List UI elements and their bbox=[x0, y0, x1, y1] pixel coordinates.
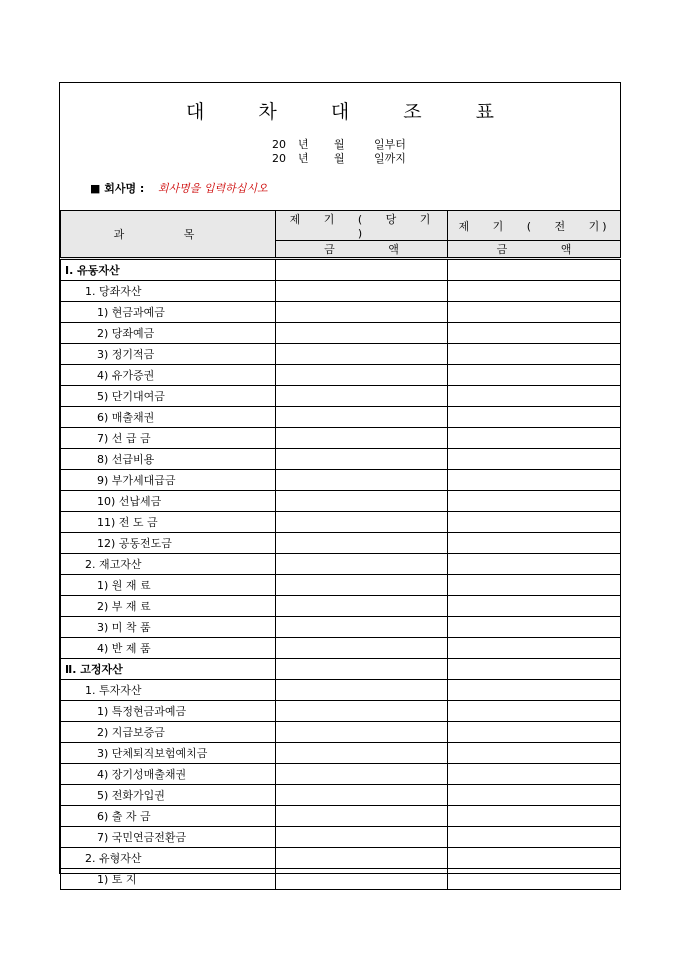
table-row bbox=[61, 428, 621, 449]
previous-amount-cell[interactable] bbox=[448, 701, 621, 722]
table-row bbox=[61, 470, 621, 491]
current-amount-cell[interactable] bbox=[276, 617, 448, 638]
previous-amount-cell[interactable] bbox=[448, 323, 621, 344]
previous-amount-cell[interactable] bbox=[448, 722, 621, 743]
table-row bbox=[61, 722, 621, 743]
table-row bbox=[61, 407, 621, 428]
current-amount-cell[interactable] bbox=[276, 638, 448, 659]
account-label: 12) 공동전도금 bbox=[61, 533, 276, 554]
table-row bbox=[61, 386, 621, 407]
previous-amount-cell[interactable] bbox=[448, 386, 621, 407]
previous-amount-cell[interactable] bbox=[448, 512, 621, 533]
period-from: 20 년 월 일부터 bbox=[272, 138, 406, 151]
table-row bbox=[61, 323, 621, 344]
table-row bbox=[61, 827, 621, 848]
previous-amount-cell[interactable] bbox=[448, 785, 621, 806]
current-amount-cell[interactable] bbox=[276, 259, 448, 281]
previous-amount-cell[interactable] bbox=[448, 449, 621, 470]
table-row bbox=[61, 554, 621, 575]
table-row bbox=[61, 743, 621, 764]
account-label: 4) 반 제 품 bbox=[61, 638, 276, 659]
previous-amount-cell[interactable] bbox=[448, 470, 621, 491]
account-label: 6) 매출채권 bbox=[61, 407, 276, 428]
previous-amount-cell[interactable] bbox=[448, 638, 621, 659]
account-label: 1) 현금과예금 bbox=[61, 302, 276, 323]
previous-amount-cell[interactable] bbox=[448, 281, 621, 302]
table-row bbox=[61, 764, 621, 785]
account-label: 11) 전 도 금 bbox=[61, 512, 276, 533]
account-label: 1. 투자자산 bbox=[61, 680, 276, 701]
account-label: 3) 정기적금 bbox=[61, 344, 276, 365]
account-label: 2. 유형자산 bbox=[61, 848, 276, 869]
account-label: 2. 재고자산 bbox=[61, 554, 276, 575]
table-row bbox=[61, 281, 621, 302]
account-label: 8) 선급비용 bbox=[61, 449, 276, 470]
column-header-previous-amount: 금 액 bbox=[448, 241, 621, 259]
sheet-header bbox=[60, 83, 620, 210]
current-amount-cell[interactable] bbox=[276, 827, 448, 848]
current-amount-cell[interactable] bbox=[276, 491, 448, 512]
previous-amount-cell[interactable] bbox=[448, 407, 621, 428]
current-amount-cell[interactable] bbox=[276, 764, 448, 785]
current-amount-cell[interactable] bbox=[276, 512, 448, 533]
current-amount-cell[interactable] bbox=[276, 533, 448, 554]
previous-amount-cell[interactable] bbox=[448, 302, 621, 323]
company-name-field[interactable]: 회사명을 입력하십시오 bbox=[157, 182, 268, 195]
column-header-account: 과 목 bbox=[61, 211, 276, 259]
current-amount-cell[interactable] bbox=[276, 806, 448, 827]
account-label: 5) 전화가입권 bbox=[61, 785, 276, 806]
period-to: 20 년 월 일까지 bbox=[272, 152, 406, 165]
account-label: 1) 원 재 료 bbox=[61, 575, 276, 596]
table-row bbox=[61, 575, 621, 596]
table-row bbox=[61, 512, 621, 533]
account-label: 1) 특정현금과예금 bbox=[61, 701, 276, 722]
previous-amount-cell[interactable] bbox=[448, 827, 621, 848]
current-amount-cell[interactable] bbox=[276, 428, 448, 449]
table-row bbox=[61, 302, 621, 323]
table-row bbox=[61, 785, 621, 806]
current-amount-cell[interactable] bbox=[276, 848, 448, 869]
account-label: 1) 토 지 bbox=[61, 869, 276, 890]
previous-amount-cell[interactable] bbox=[448, 869, 621, 890]
table-row bbox=[61, 617, 621, 638]
page-title: 대 차 대 조 표 bbox=[186, 101, 518, 123]
previous-amount-cell[interactable] bbox=[448, 575, 621, 596]
current-amount-cell[interactable] bbox=[276, 449, 448, 470]
account-label: 2) 당좌예금 bbox=[61, 323, 276, 344]
current-amount-cell[interactable] bbox=[276, 785, 448, 806]
current-amount-cell[interactable] bbox=[276, 869, 448, 890]
current-amount-cell[interactable] bbox=[276, 407, 448, 428]
previous-amount-cell[interactable] bbox=[448, 680, 621, 701]
current-amount-cell[interactable] bbox=[276, 344, 448, 365]
account-label: 4) 유가증권 bbox=[61, 365, 276, 386]
account-label: 2) 부 재 료 bbox=[61, 596, 276, 617]
current-amount-cell[interactable] bbox=[276, 554, 448, 575]
column-header-current-amount: 금 액 bbox=[276, 241, 448, 259]
previous-amount-cell[interactable] bbox=[448, 848, 621, 869]
current-amount-cell[interactable] bbox=[276, 575, 448, 596]
company-label: ■ 회사명 : bbox=[90, 182, 145, 195]
account-label: 7) 선 급 금 bbox=[61, 428, 276, 449]
previous-amount-cell[interactable] bbox=[448, 428, 621, 449]
current-amount-cell[interactable] bbox=[276, 281, 448, 302]
current-amount-cell[interactable] bbox=[276, 722, 448, 743]
previous-amount-cell[interactable] bbox=[448, 344, 621, 365]
previous-amount-cell[interactable] bbox=[448, 554, 621, 575]
period-to-year[interactable]: 20 bbox=[272, 152, 286, 165]
account-label: 3) 단체퇴직보험예치금 bbox=[61, 743, 276, 764]
column-header-current: 제 기 ( 당 기 ) bbox=[276, 211, 448, 241]
current-amount-cell[interactable] bbox=[276, 386, 448, 407]
table-row bbox=[61, 848, 621, 869]
account-label: 2) 지급보증금 bbox=[61, 722, 276, 743]
account-label: 7) 국민연금전환금 bbox=[61, 827, 276, 848]
previous-amount-cell[interactable] bbox=[448, 533, 621, 554]
table-row bbox=[61, 533, 621, 554]
previous-amount-cell[interactable] bbox=[448, 617, 621, 638]
account-label: 4) 장기성매출채권 bbox=[61, 764, 276, 785]
table-row bbox=[61, 680, 621, 701]
table-row bbox=[61, 344, 621, 365]
previous-amount-cell[interactable] bbox=[448, 491, 621, 512]
current-amount-cell[interactable] bbox=[276, 323, 448, 344]
current-amount-cell[interactable] bbox=[276, 302, 448, 323]
previous-amount-cell[interactable] bbox=[448, 259, 621, 281]
balance-table bbox=[60, 210, 621, 890]
table-row bbox=[61, 659, 621, 680]
account-label: 9) 부가세대급금 bbox=[61, 470, 276, 491]
company-line bbox=[90, 180, 268, 196]
account-label: Ⅱ. 고정자산 bbox=[61, 659, 276, 680]
table-row bbox=[61, 638, 621, 659]
current-amount-cell[interactable] bbox=[276, 680, 448, 701]
table-row bbox=[61, 806, 621, 827]
account-label: 5) 단기대여금 bbox=[61, 386, 276, 407]
previous-amount-cell[interactable] bbox=[448, 659, 621, 680]
table-row bbox=[61, 365, 621, 386]
table-row bbox=[61, 449, 621, 470]
current-amount-cell[interactable] bbox=[276, 701, 448, 722]
table-row bbox=[61, 869, 621, 890]
period-from-year[interactable]: 20 bbox=[272, 138, 286, 151]
current-amount-cell[interactable] bbox=[276, 743, 448, 764]
account-label: Ⅰ. 유동자산 bbox=[61, 259, 276, 281]
current-amount-cell[interactable] bbox=[276, 365, 448, 386]
previous-amount-cell[interactable] bbox=[448, 596, 621, 617]
table-row bbox=[61, 491, 621, 512]
account-label: 1. 당좌자산 bbox=[61, 281, 276, 302]
table-row bbox=[61, 259, 621, 281]
account-label: 3) 미 착 품 bbox=[61, 617, 276, 638]
current-amount-cell[interactable] bbox=[276, 659, 448, 680]
previous-amount-cell[interactable] bbox=[448, 365, 621, 386]
previous-amount-cell[interactable] bbox=[448, 806, 621, 827]
current-amount-cell[interactable] bbox=[276, 470, 448, 491]
account-label: 6) 출 자 금 bbox=[61, 806, 276, 827]
account-label: 10) 선납세금 bbox=[61, 491, 276, 512]
column-header-previous: 제 기 ( 전 기) bbox=[448, 211, 621, 241]
balance-sheet bbox=[59, 82, 621, 886]
current-amount-cell[interactable] bbox=[276, 596, 448, 617]
previous-amount-cell[interactable] bbox=[448, 764, 621, 785]
table-row bbox=[61, 701, 621, 722]
previous-amount-cell[interactable] bbox=[448, 743, 621, 764]
table-row bbox=[61, 596, 621, 617]
